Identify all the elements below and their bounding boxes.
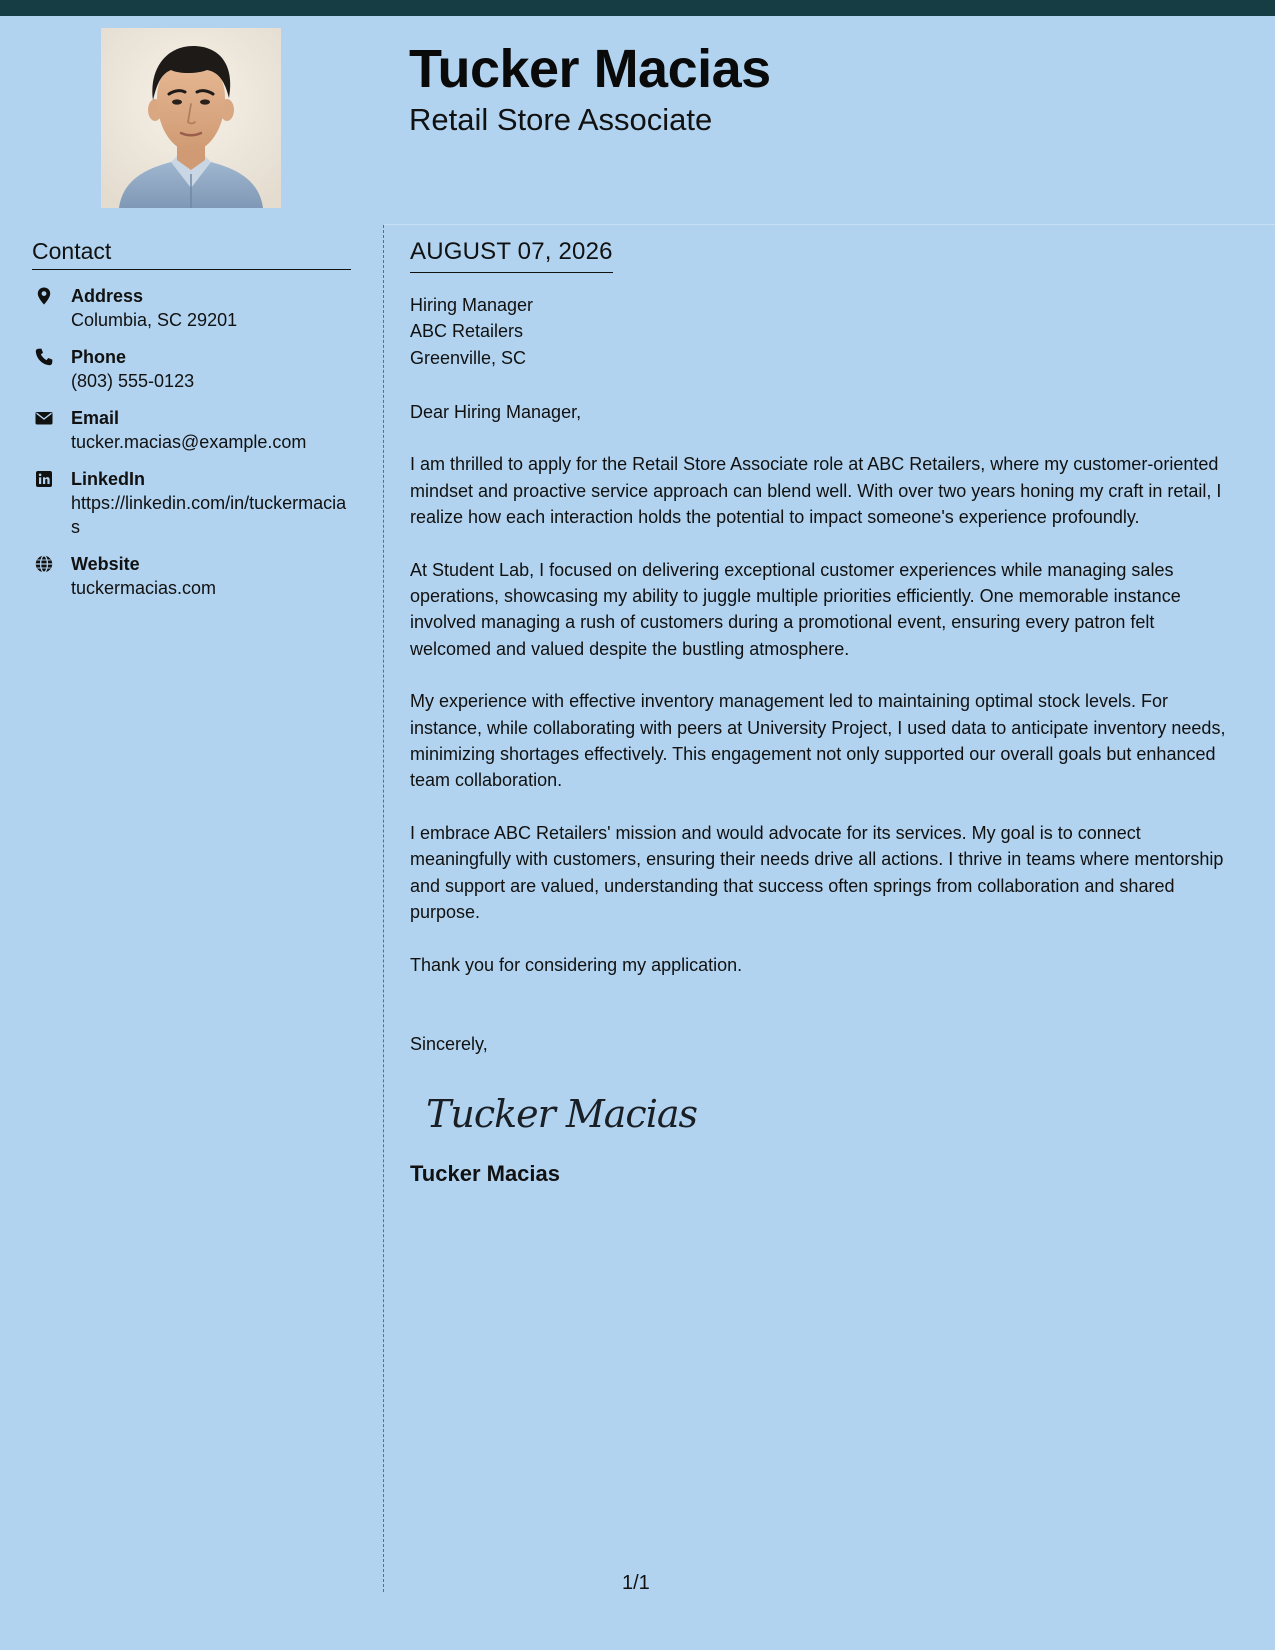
paragraph-4: I embrace ABC Retailers' mission and would advocate for its services. My goal is to connect meaningfully with customers, ensuring their needs drive all actions. I thrive in teams where mentorship and support are valued, understanding that success often springs from collaboration and shared purpose. (410, 822, 1224, 923)
paragraph-2: At Student Lab, I focused on delivering exceptional customer experiences while managing sales operations, showcasing my ability to juggle multiple priorities efficiently. One memorable instance involved managing a rush of customers during a promotional event, ensuring every patron felt welcomed and valued despite the bustling atmosphere. (410, 559, 1181, 659)
contact-sidebar (32, 238, 351, 600)
globe-icon (34, 554, 54, 574)
salutation: Dear Hiring Manager, (410, 402, 582, 423)
paragraph-1: I am thrilled to apply for the Retail Store Associate role at ABC Retailers, where my customer-oriented mindset and proactive service approach can blend well. With over two years honing my craft in retail, I realize how each interaction holds the potential to impact someone's experience profoundly. (410, 454, 1222, 528)
map-pin-icon (34, 286, 54, 306)
email-value[interactable]: tucker.macias@example.com (71, 431, 307, 452)
handwritten-signature (424, 1087, 1235, 1139)
top-accent-bar (0, 0, 1275, 16)
recipient-block (410, 292, 1235, 371)
profile-photo (101, 28, 281, 208)
phone-label: Phone (71, 346, 127, 367)
linkedin-icon (34, 469, 54, 489)
contact-phone (32, 345, 351, 393)
recipient-name: Hiring Manager (410, 294, 534, 315)
phone-value[interactable]: (803) 555-0123 (71, 370, 195, 391)
email-label: Email (71, 407, 120, 428)
linkedin-label: LinkedIn (71, 468, 146, 489)
closing: Sincerely, (410, 1033, 488, 1054)
envelope-icon (34, 408, 54, 428)
signer-name: Tucker Macias (410, 1161, 561, 1187)
phone-icon (34, 347, 54, 367)
recipient-location: Greenville, SC (410, 347, 527, 368)
contact-heading: Contact (32, 238, 351, 270)
linkedin-value[interactable]: https://linkedin.com/in/tuckermacias (71, 492, 347, 537)
address-value: Columbia, SC 29201 (71, 309, 238, 330)
column-divider (383, 225, 384, 1592)
paragraph-3: My experience with effective inventory management led to maintaining optimal stock levels. For instance, while collaborating with peers at University Project, I used data to anticipate inventory needs, minimizing shortages effectively. This engagement not only supported our overall goals but enhanced team collaboration. (410, 691, 1226, 791)
contact-website (32, 552, 351, 600)
signature-text: Tucker Macias (426, 1092, 698, 1137)
job-title: Retail Store Associate (409, 102, 713, 137)
contact-email (32, 406, 351, 454)
candidate-name: Tucker Macias (409, 39, 771, 99)
website-label: Website (71, 553, 140, 574)
header-divider (384, 224, 1275, 225)
signature-image (424, 1087, 698, 1139)
portrait-illustration (101, 28, 281, 208)
letter-body (410, 238, 1235, 1188)
contact-linkedin (32, 467, 351, 539)
contact-address (32, 284, 351, 332)
website-value[interactable]: tuckermacias.com (71, 577, 217, 598)
paragraph-thanks: Thank you for considering my application. (410, 954, 743, 975)
recipient-company: ABC Retailers (410, 321, 524, 342)
page-number: 1/1 (622, 1572, 650, 1594)
address-label: Address (71, 285, 144, 306)
letter-date: AUGUST 07, 2026 (410, 238, 613, 273)
